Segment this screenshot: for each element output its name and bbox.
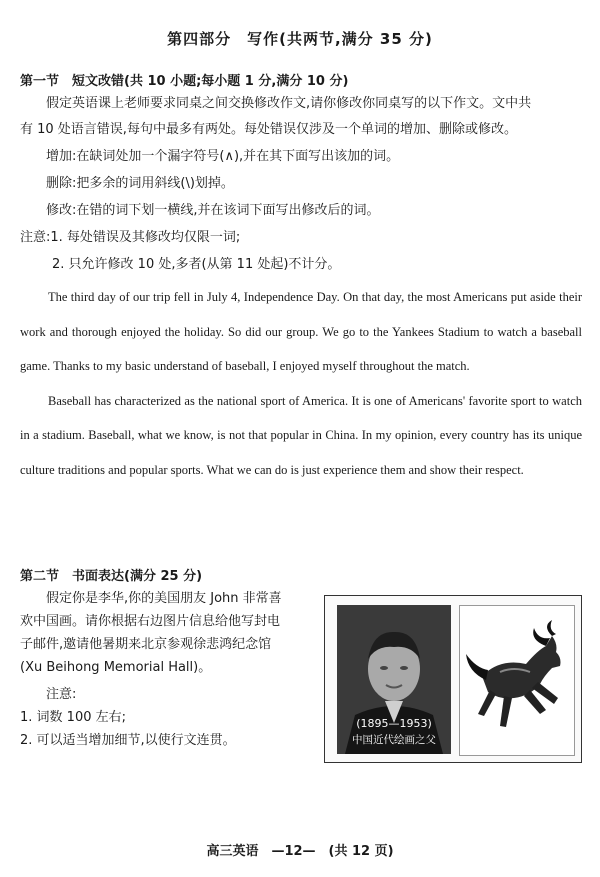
portrait-photo — [337, 605, 451, 754]
notes-title: 注意: — [46, 687, 77, 702]
note-1: 注意:1. 每处错误及其修改均仅限一词; — [20, 230, 241, 245]
portrait-caption: 中国近代绘画之父 — [352, 734, 436, 746]
portrait-figure — [337, 605, 451, 754]
section2-title: 第二节 书面表达(满分 25 分) — [20, 569, 203, 584]
note-word-count: 1. 词数 100 左右; — [20, 710, 126, 725]
part-title: 第四部分 写作(共两节,满分 35 分) — [167, 30, 433, 48]
page-footer: 高三英语 —12— (共 12 页) — [206, 844, 394, 859]
prompt-line-2: 欢中国画。请你根据右边图片信息给他写封电 — [20, 614, 281, 629]
prompt-line-4: (Xu Beihong Memorial Hall)。 — [20, 660, 212, 675]
horse-icon — [460, 606, 574, 755]
portrait-years: (1895—1953) — [356, 717, 432, 730]
section1-title: 第一节 短文改错(共 10 小题;每小题 1 分,满分 10 分) — [20, 74, 349, 89]
writing-prompt — [20, 587, 320, 752]
note-2: 2. 只允许修改 10 处,多者(从第 11 处起)不计分。 — [52, 257, 341, 272]
instruction-line-2: 有 10 处语言错误,每句中最多有两处。每处错误仅涉及一个单词的增加、删除或修改。 — [20, 122, 517, 137]
instruction-add: 增加:在缺词处加一个漏字符号(∧),并在其下面写出该加的词。 — [46, 149, 400, 164]
prompt-line-1: 假定你是李华,你的美国朋友 John 非常喜 — [46, 591, 282, 606]
note-details: 2. 可以适当增加细节,以使行文连贯。 — [20, 733, 236, 748]
passage — [20, 280, 582, 487]
image-panel — [324, 595, 582, 763]
instruction-line-1: 假定英语课上老师要求同桌之间交换修改作文,请你修改你同桌写的以下作文。文中共 — [46, 96, 532, 111]
instruction-modify: 修改:在错的词下划一横线,并在该词下面写出修改后的词。 — [46, 203, 380, 218]
passage-paragraph-1: The third day of our trip fell in July 4, Independence Day. On that day, the most Americans put aside their work and thorough enjoyed the holiday. So did our group. We go to the Yankees Stadium to watch a baseball game. Thanks to my basic understand of baseball, I enjoyed myself throughout the match. — [20, 290, 582, 373]
prompt-line-3: 子邮件,邀请他暑期来北京参观徐悲鸿纪念馆 — [20, 637, 272, 652]
horse-painting — [459, 605, 575, 756]
instruction-delete: 删除:把多余的词用斜线(\)划掉。 — [46, 176, 234, 191]
passage-paragraph-2: Baseball has characterized as the national sport of America. It is one of Americans' favorite sport to watch in a stadium. Baseball, what we know, is not that popular in China. In my opinion, every country has its unique culture traditions and popular sports. What we can do is just experience them and show their respect. — [20, 393, 582, 477]
